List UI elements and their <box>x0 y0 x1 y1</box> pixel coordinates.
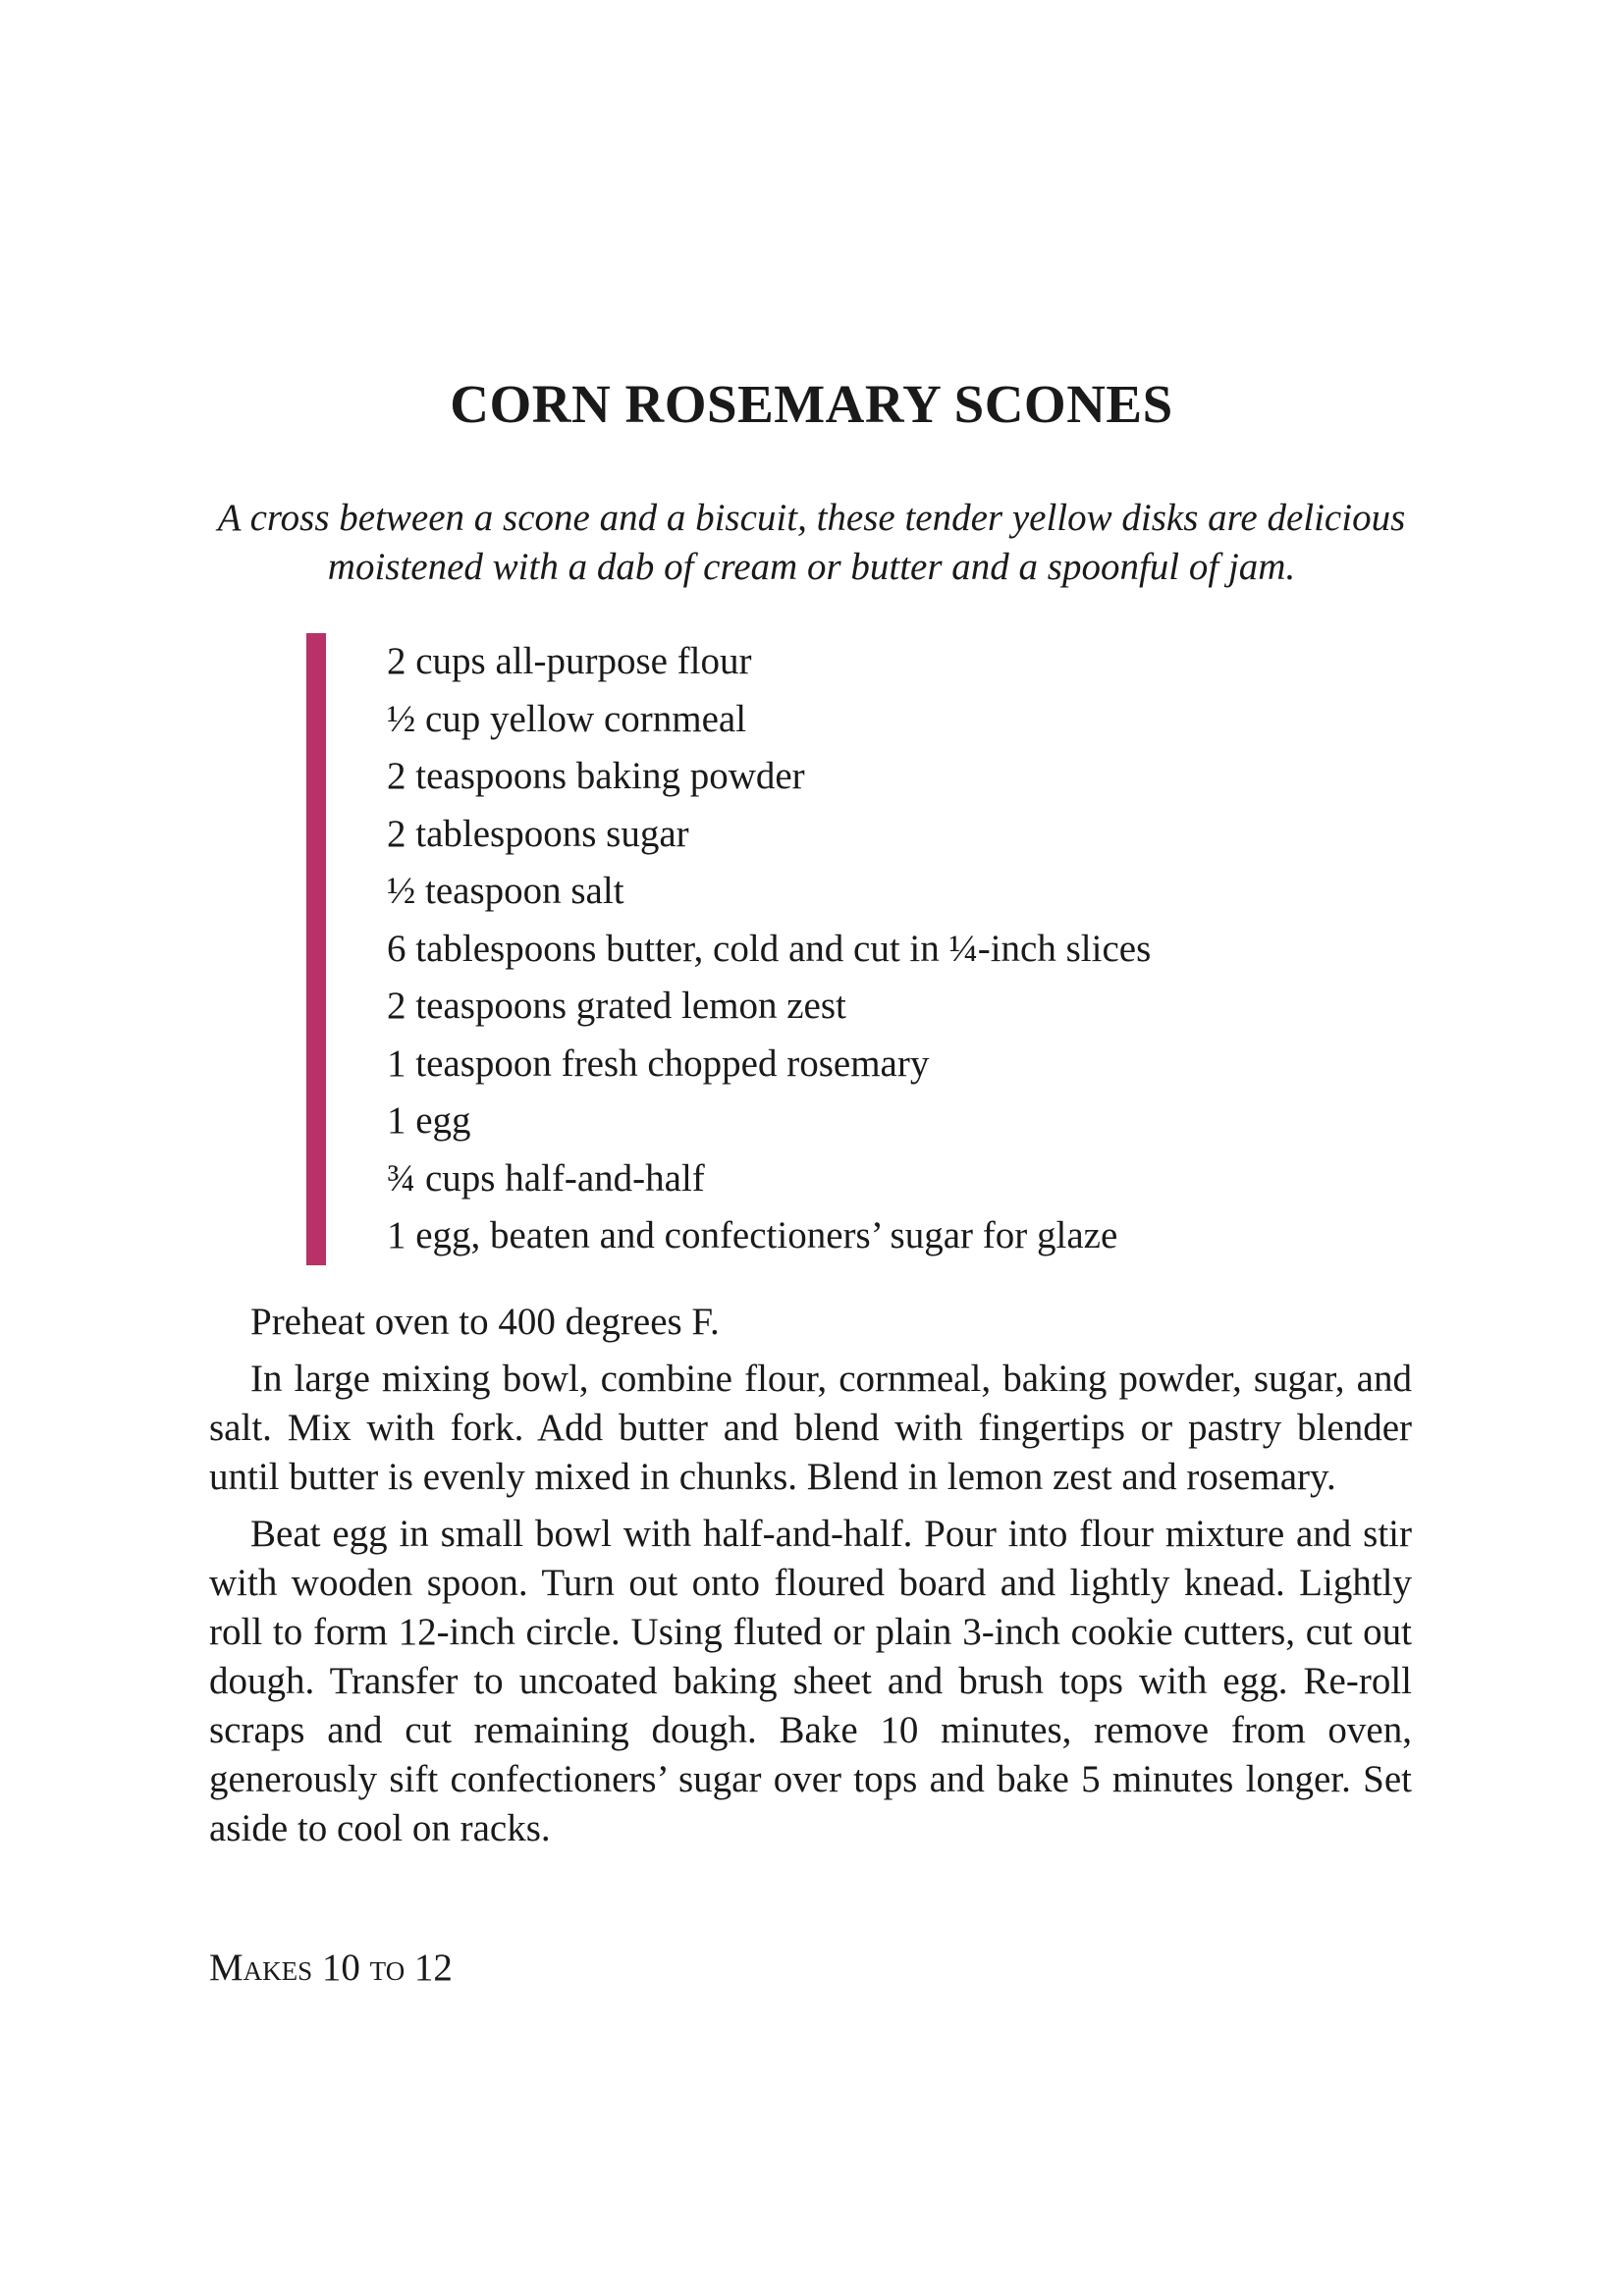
recipe-title: CORN ROSEMARY SCONES <box>450 374 1173 434</box>
recipe-intro: A cross between a scone and a biscuit, these tender yellow disks are delicious moistened with a dab of cream or butter and a spoonful of jam. <box>217 497 1406 588</box>
ingredient-item: 2 teaspoons grated lemon zest <box>387 985 846 1027</box>
direction-step: Preheat oven to 400 degrees F. <box>250 1301 720 1343</box>
ingredient-item: 1 egg <box>387 1099 471 1142</box>
ingredient-item: 2 teaspoons baking powder <box>387 755 805 797</box>
ingredient-item: ¾ cups half-and-half <box>387 1156 705 1200</box>
ingredient-item: 6 tablespoons butter, cold and cut in ¼-inch slices <box>387 927 1152 970</box>
ingredient-item: ½ cup yellow cornmeal <box>387 697 747 740</box>
ingredient-item: 2 tablespoons sugar <box>387 812 689 855</box>
recipe-directions <box>209 1298 1412 1861</box>
ingredient-item: ½ teaspoon salt <box>387 870 624 912</box>
ingredient-item: 2 cups all-purpose flour <box>387 640 752 682</box>
ingredient-item: 1 egg, beaten and confectioners’ sugar for glaze <box>387 1214 1118 1256</box>
recipe-yield: Makes 10 to 12 <box>209 1947 453 1989</box>
ingredient-item: 1 teaspoon fresh chopped rosemary <box>387 1041 930 1085</box>
ingredient-list <box>306 633 1467 1265</box>
direction-step: In large mixing bowl, combine flour, cornmeal, baking powder, sugar, and salt. Mix with fork. Add butter and blend with fingertips or pastry blender until butter is evenly mixed in chunks. Blend in lemon zest and rosemary. <box>209 1358 1412 1498</box>
direction-step: Beat egg in small bowl with half-and-half. Pour into flour mixture and stir with wooden spoon. Turn out onto floured board and lightly knead. Lightly roll to form 12-inch circle. Using fluted or plain 3-inch cookie cutters, cut out dough. Transfer to uncoated baking sheet and brush tops with egg. Re-roll scraps and cut remaining dough. Bake 10 minutes, remove from oven, generously sift confectioners’ sugar over tops and bake 5 minutes longer. Set aside to cool on racks. <box>209 1513 1412 1849</box>
